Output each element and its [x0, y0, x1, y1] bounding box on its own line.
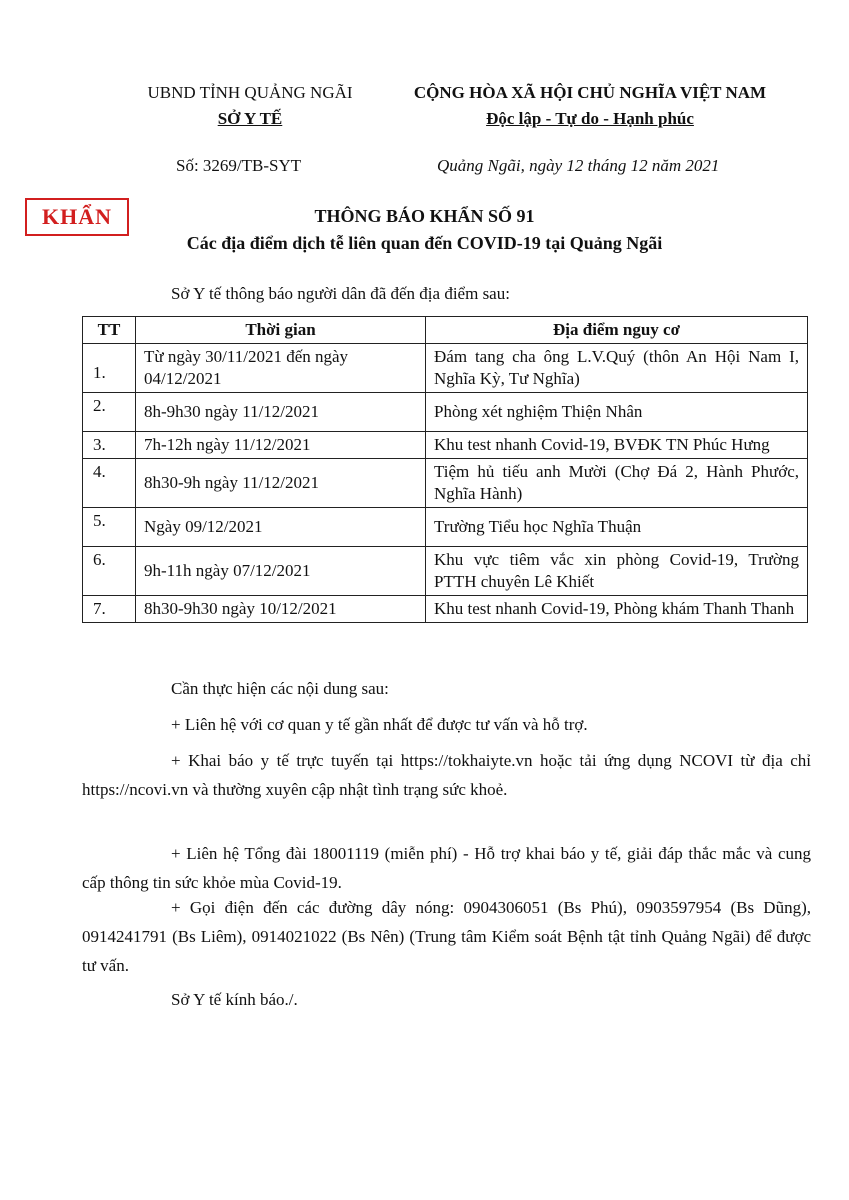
document-title	[0, 203, 849, 257]
row-number: 2.	[83, 393, 136, 432]
title-line-2: Các địa điểm dịch tễ liên quan đến COVID-19 tại Quảng Ngãi	[186, 233, 663, 253]
row-place: Khu test nhanh Covid-19, Phòng khám Thanh Thanh	[426, 596, 808, 623]
national-motto-block	[390, 80, 790, 132]
row-place: Trường Tiểu học Nghĩa Thuận	[426, 508, 808, 547]
title-line-1: THÔNG BÁO KHẨN SỐ 91	[314, 206, 535, 226]
row-number: 6.	[83, 547, 136, 596]
issuer-province: UBND TỈNH QUẢNG NGÃI	[147, 83, 353, 102]
header-place: Địa điểm nguy cơ	[426, 317, 808, 344]
table-row	[83, 344, 808, 393]
table-row	[83, 547, 808, 596]
instruction-item: + Liên hệ Tổng đài 18001119 (miễn phí) - Hỗ trợ khai báo y tế, giải đáp thắc mắc và cung cấp thông tin sức khỏe mùa Covid-19.	[82, 844, 811, 892]
table-row	[83, 596, 808, 623]
row-time: 8h30-9h30 ngày 10/12/2021	[136, 596, 426, 623]
document-date: Quảng Ngãi, ngày 12 tháng 12 năm 2021	[437, 156, 720, 175]
row-place: Khu test nhanh Covid-19, BVĐK TN Phúc Hưng	[426, 432, 808, 459]
risk-locations-table	[82, 316, 808, 623]
row-number: 7.	[83, 596, 136, 623]
document-number: Số: 3269/TB-SYT	[176, 156, 302, 175]
row-time: Từ ngày 30/11/2021 đến ngày 04/12/2021	[136, 344, 426, 393]
table-row	[83, 393, 808, 432]
issuer-department: SỞ Y TẾ	[217, 109, 283, 128]
national-motto: Độc lập - Tự do - Hạnh phúc	[486, 109, 694, 128]
issuer-block	[100, 80, 400, 132]
table-row	[83, 508, 808, 547]
instruction-item: + Liên hệ với cơ quan y tế gần nhất để được tư vấn và hỗ trợ.	[171, 715, 588, 734]
row-time: 9h-11h ngày 07/12/2021	[136, 547, 426, 596]
header-tt: TT	[83, 317, 136, 344]
intro-text: Sở Y tế thông báo người dân đã đến địa điểm sau:	[171, 284, 510, 303]
row-time: 7h-12h ngày 11/12/2021	[136, 432, 426, 459]
row-time: 8h30-9h ngày 11/12/2021	[136, 459, 426, 508]
row-place: Tiệm hủ tiếu anh Mười (Chợ Đá 2, Hành Phước, Nghĩa Hành)	[426, 459, 808, 508]
row-place: Khu vực tiêm vắc xin phòng Covid-19, Trường PTTH chuyên Lê Khiết	[426, 547, 808, 596]
instructions-lead: Cần thực hiện các nội dung sau:	[171, 679, 389, 698]
table-row	[83, 459, 808, 508]
closing-text: Sở Y tế kính báo./.	[171, 990, 298, 1009]
row-time: Ngày 09/12/2021	[136, 508, 426, 547]
header-time: Thời gian	[136, 317, 426, 344]
row-number: 3.	[83, 432, 136, 459]
table-row	[83, 432, 808, 459]
row-place: Đám tang cha ông L.V.Quý (thôn An Hội Nam I, Nghĩa Kỳ, Tư Nghĩa)	[426, 344, 808, 393]
row-number: 1.	[83, 344, 136, 393]
urgent-stamp: KHẨN	[25, 198, 129, 236]
table-header-row	[83, 317, 808, 344]
row-place: Phòng xét nghiệm Thiện Nhân	[426, 393, 808, 432]
row-number: 4.	[83, 459, 136, 508]
instruction-item: + Khai báo y tế trực tuyến tại https://tokhaiyte.vn hoặc tải ứng dụng NCOVI từ địa chỉ https://ncovi.vn và thường xuyên cập nhật tình trạng sức khoẻ.	[82, 751, 811, 799]
nation-name: CỘNG HÒA XÃ HỘI CHỦ NGHĨA VIỆT NAM	[413, 83, 767, 102]
row-time: 8h-9h30 ngày 11/12/2021	[136, 393, 426, 432]
row-number: 5.	[83, 508, 136, 547]
instruction-item: + Gọi điện đến các đường dây nóng: 0904306051 (Bs Phú), 0903597954 (Bs Dũng), 0914241791 (Bs Liêm), 0914021022 (Bs Nên) (Trung tâm Kiểm soát Bệnh tật tỉnh Quảng Ngãi) để được tư vấn.	[82, 898, 811, 975]
